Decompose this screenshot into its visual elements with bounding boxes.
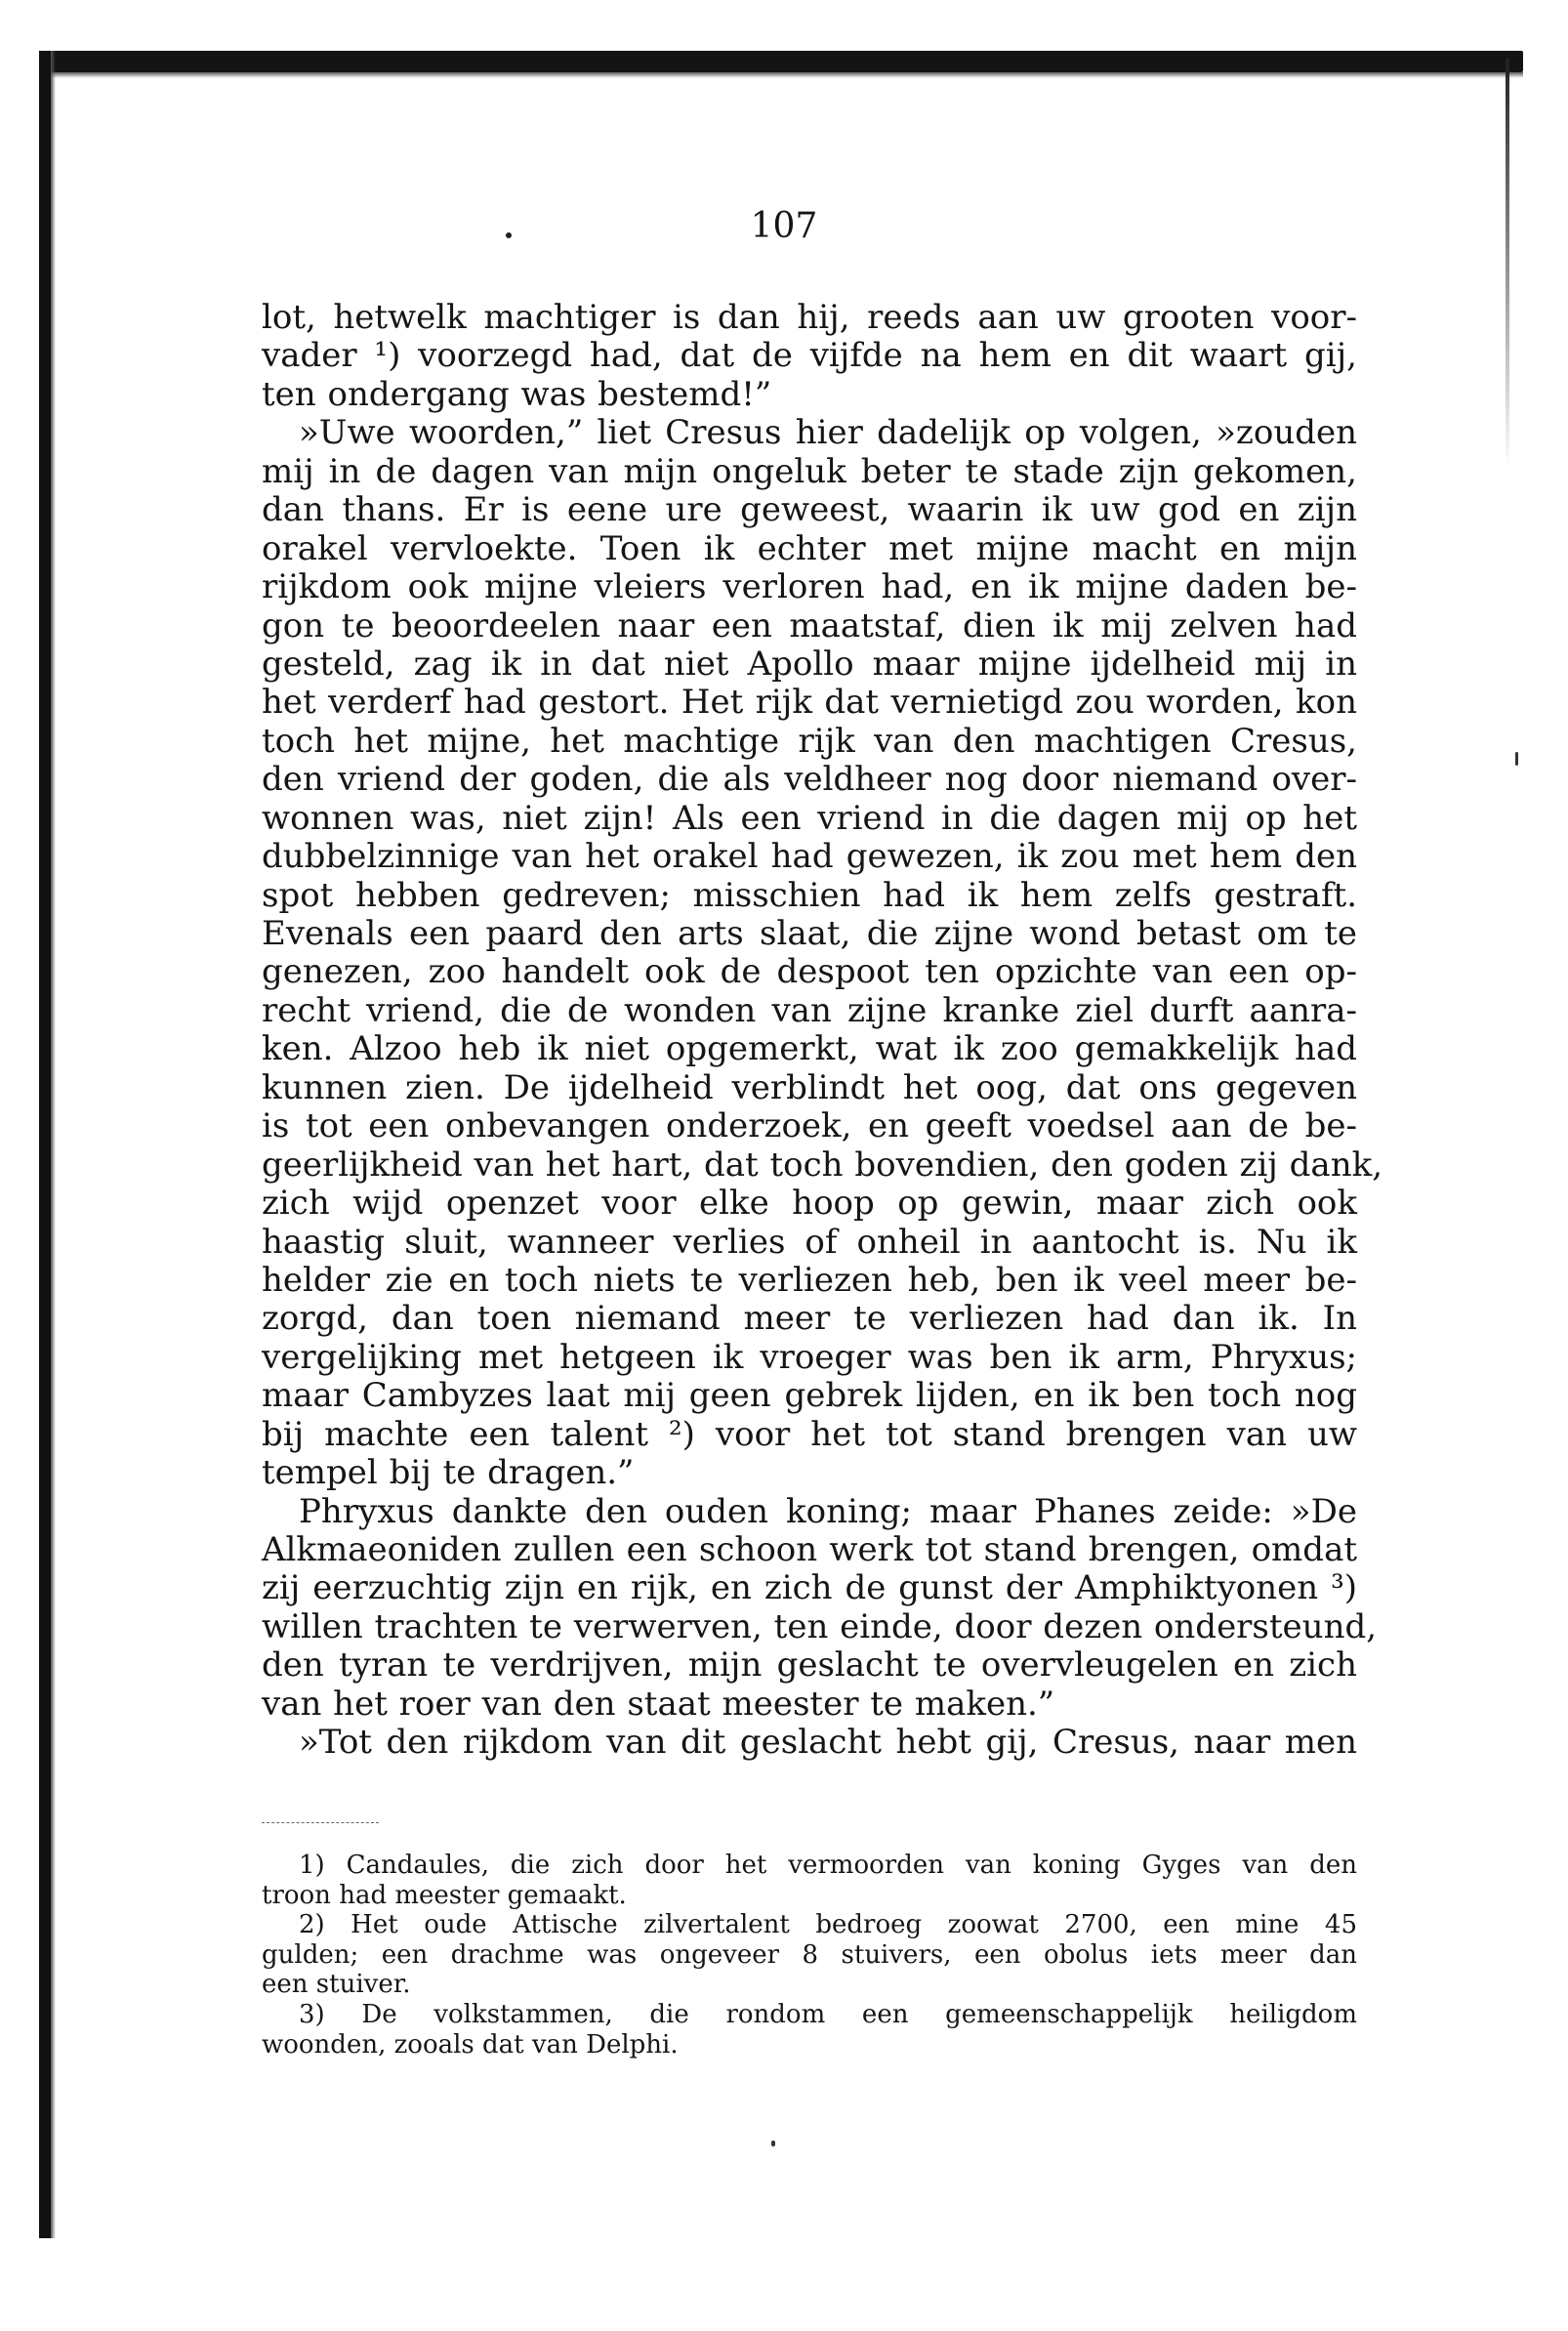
footnote-line: troon had meester gemaakt. bbox=[262, 1880, 627, 1910]
body-line: helder zie en toch niets te verliezen heb, ben ik veel meer be- bbox=[262, 1260, 1357, 1300]
body-line: zich wijd openzet voor elke hoop op gewin, maar zich ook bbox=[262, 1184, 1357, 1224]
body-line: gon te beoordeelen naar een maatstaf, dien ik mij zelven had bbox=[262, 605, 1357, 645]
footnotes bbox=[262, 1851, 1357, 2060]
footnote-line: gulden; een drachme was ongeveer 8 stuivers, een obolus iets meer dan bbox=[262, 1939, 1357, 1970]
body-line: recht vriend, die de wonden van zijne kranke ziel durft aanra- bbox=[262, 990, 1357, 1030]
footnote-line: woonden, zooals dat van Delphi. bbox=[262, 2029, 679, 2060]
body-line: geerlijkheid van het hart, dat toch bovendien, den goden zij dank, bbox=[262, 1145, 1383, 1185]
body-line: willen trachten te verwerven, ten einde, door dezen ondersteund, bbox=[262, 1606, 1378, 1646]
scan-edge-right bbox=[1506, 59, 1509, 469]
body-line: »Uwe woorden,” liet Cresus hier dadelijk op volgen, »zouden bbox=[299, 413, 1357, 453]
body-line: vergelijking met hetgeen ik vroeger was ben ik arm, Phryxus; bbox=[262, 1337, 1357, 1377]
body-line: spot hebben gedreven; misschien had ik hem zelfs gestraft. bbox=[262, 875, 1357, 915]
body-line: vader ¹) voorzegd had, dat de vijfde na hem en dit waart gij, bbox=[262, 336, 1357, 376]
body-line: maar Cambyzes laat mij geen gebrek lijden, en ik ben toch nog bbox=[262, 1376, 1357, 1416]
scan-edge-left bbox=[39, 51, 51, 2238]
body-line: lot, hetwelk machtiger is dan hij, reeds aan uw grooten voor- bbox=[262, 298, 1357, 337]
footnote-line: 3) De volkstammen, die rondom een gemeenschappelijk heiligdom bbox=[299, 1999, 1357, 2029]
body-line: Phryxus dankte den ouden koning; maar Phanes zeide: »De bbox=[299, 1491, 1357, 1531]
scan-edge-top bbox=[39, 51, 1523, 72]
body-line: Evenals een paard den arts slaat, die zijne wond betast om te bbox=[262, 914, 1357, 953]
body-line: haastig sluit, wanneer verlies of onheil in aantocht is. Nu ik bbox=[262, 1222, 1357, 1262]
body-line: den tyran te verdrijven, mijn geslacht te overvleugelen en zich bbox=[262, 1645, 1357, 1686]
body-line: kunnen zien. De ijdelheid verblindt het oog, dat ons gegeven bbox=[262, 1067, 1357, 1107]
body-line: gesteld, zag ik in dat niet Apollo maar mijne ijdelheid mij in bbox=[262, 644, 1357, 684]
scan-speck bbox=[1515, 752, 1518, 766]
body-line: ten ondergang was bestemd!” bbox=[262, 374, 772, 414]
footnote-line: 1) Candaules, die zich door het vermoorden van koning Gyges van den bbox=[299, 1851, 1357, 1880]
body-line: van het roer van den staat meester te maken.” bbox=[262, 1684, 1055, 1724]
body-line: mij in de dagen van mijn ongeluk beter te stade zijn gekomen, bbox=[262, 451, 1357, 491]
body-line: orakel vervloekte. Toen ik echter met mijne macht en mijn bbox=[262, 528, 1357, 568]
body-line: is tot een onbevangen onderzoek, en geeft voedsel aan de be- bbox=[262, 1106, 1357, 1146]
footnote-separator bbox=[262, 1822, 379, 1823]
body-line: zorgd, dan toen niemand meer te verliezen had dan ik. In bbox=[262, 1299, 1357, 1339]
body-line: Alkmaeoniden zullen een schoon werk tot stand brengen, omdat bbox=[262, 1530, 1357, 1569]
body-line: het verderf had gestort. Het rijk dat vernietigd zou worden, kon bbox=[262, 683, 1357, 723]
body-text bbox=[262, 298, 1383, 1763]
footnote-line: 2) Het oude Attische zilvertalent bedroeg zoowat 2700, een mine 45 bbox=[299, 1910, 1357, 1940]
page-number: 107 bbox=[750, 206, 818, 246]
body-line: rijkdom ook mijne vleiers verloren had, en ik mijne daden be- bbox=[262, 567, 1357, 607]
body-line: dan thans. Er is eene ure geweest, waarin ik uw god en zijn bbox=[262, 490, 1357, 530]
body-line: »Tot den rijkdom van dit geslacht hebt gij, Cresus, naar men bbox=[299, 1723, 1357, 1763]
footnote-line: een stuiver. bbox=[262, 1970, 411, 2000]
body-line: dubbelzinnige van het orakel had gewezen, ik zou met hem den bbox=[262, 837, 1357, 877]
body-line: tempel bij te dragen.” bbox=[262, 1453, 635, 1493]
body-line: den vriend der goden, die als veldheer nog door niemand over- bbox=[262, 760, 1357, 800]
body-line: bij machte een talent ²) voor het tot stand brengen van uw bbox=[262, 1414, 1357, 1454]
body-line: wonnen was, niet zijn! Als een vriend in die dagen mij op het bbox=[262, 798, 1357, 838]
body-line: genezen, zoo handelt ook de despoot ten opzichte van een op- bbox=[262, 952, 1357, 992]
body-line: zij eerzuchtig zijn en rijk, en zich de gunst der Amphiktyonen ³) bbox=[262, 1568, 1357, 1608]
scan-speck bbox=[771, 2141, 775, 2146]
body-line: ken. Alzoo heb ik niet opgemerkt, wat ik zoo gemakkelijk had bbox=[262, 1029, 1357, 1069]
body-line: toch het mijne, het machtige rijk van den machtigen Cresus, bbox=[262, 721, 1357, 761]
